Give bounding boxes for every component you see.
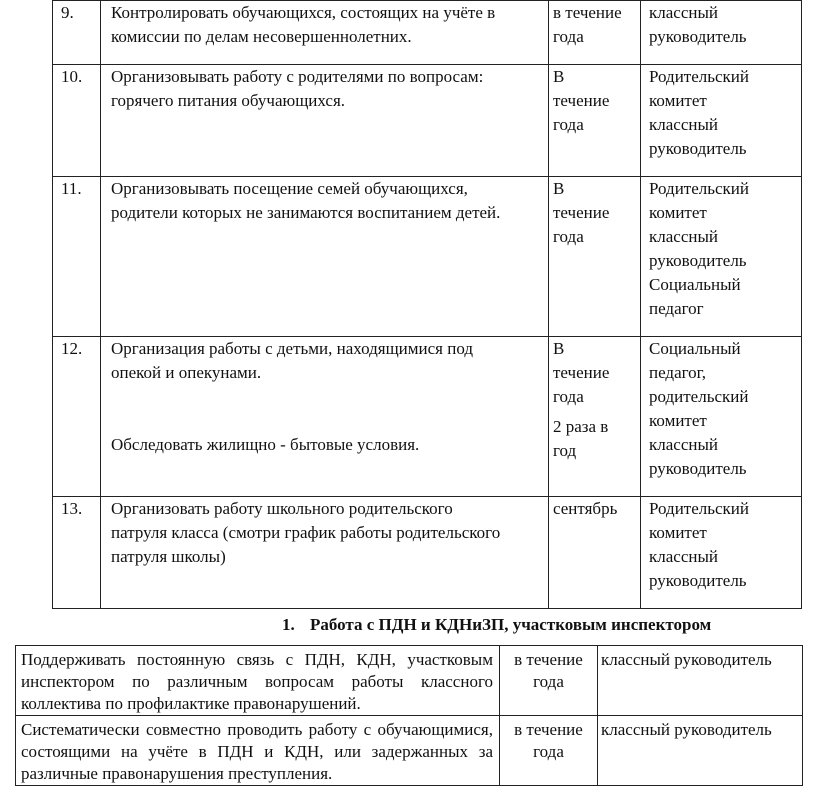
responsible-cell: классный руководитель xyxy=(598,716,803,786)
responsible-line: педагог xyxy=(649,299,704,318)
table-row xyxy=(53,497,802,609)
task-cell xyxy=(101,177,549,337)
period-line: года xyxy=(553,387,584,406)
table-row xyxy=(53,65,802,177)
responsible-line: руководитель xyxy=(649,27,747,46)
task-line: горячего питания обучающихся. xyxy=(111,91,346,110)
row-number: 13. xyxy=(53,497,101,609)
period-cell xyxy=(549,65,641,177)
responsible-line: руководитель xyxy=(649,251,747,270)
responsible-line: родительский xyxy=(649,387,749,406)
period-line: года xyxy=(553,27,584,46)
responsible-line: классный xyxy=(649,115,718,134)
task-cell: Систематически совместно проводить работу с обучающимися, состоящими на учёте в ПДН и КДН, или задержанных за различные правонарушения преступления. xyxy=(16,716,500,786)
period-cell: в течение года xyxy=(500,646,598,716)
responsible-line: руководитель xyxy=(649,459,747,478)
task-line: патруля школы) xyxy=(111,547,226,566)
period-line: течение xyxy=(553,363,610,382)
period-line: сентябрь xyxy=(553,499,618,518)
period-extra-line: 2 раза в xyxy=(553,417,609,436)
task-line: Контролировать обучающихся, состоящих на учёте в xyxy=(111,3,496,22)
period-line: течение xyxy=(553,203,610,222)
row-number: 12. xyxy=(53,337,101,497)
responsible-line: Социальный xyxy=(649,275,741,294)
row-number: 11. xyxy=(53,177,101,337)
period-line: В xyxy=(553,179,565,198)
responsible-line: комитет xyxy=(649,411,707,430)
responsible-line: комитет xyxy=(649,203,707,222)
period-line: В xyxy=(553,339,565,358)
responsible-line: классный xyxy=(649,3,718,22)
task-line: патруля класса (смотри график работы родительского xyxy=(111,523,501,542)
responsible-line: Родительский xyxy=(649,499,749,518)
table-row xyxy=(53,177,802,337)
task-line: опекой и опекунами. xyxy=(111,363,262,382)
spacer xyxy=(111,385,542,433)
section-number: 1. xyxy=(282,615,295,634)
responsible-line: Родительский xyxy=(649,179,749,198)
task-cell: Поддерживать постоянную связь с ПДН, КДН, участковым инспектором по различным вопросам работы классного коллектива по профилактике правонарушений. xyxy=(16,646,500,716)
responsible-line: классный xyxy=(649,227,718,246)
task-line: комиссии по делам несовершеннолетних. xyxy=(111,27,412,46)
responsible-cell xyxy=(641,177,802,337)
period-cell xyxy=(549,497,641,609)
responsible-cell xyxy=(641,1,802,65)
task-line: Организация работы с детьми, находящимися под xyxy=(111,339,474,358)
responsible-line: Родительский xyxy=(649,67,749,86)
section-title: Работа с ПДН и КДНиЗП, участковым инспектором xyxy=(310,615,712,634)
period-line: года xyxy=(553,115,584,134)
row-number: 10. xyxy=(53,65,101,177)
table-row xyxy=(16,716,803,786)
responsible-line: классный xyxy=(649,547,718,566)
task-cell xyxy=(101,1,549,65)
responsible-cell xyxy=(641,65,802,177)
task-extra-line: Обследовать жилищно - бытовые условия. xyxy=(111,435,420,454)
period-cell xyxy=(549,177,641,337)
table-row xyxy=(53,1,802,65)
responsible-line: руководитель xyxy=(649,571,747,590)
period-line: течение xyxy=(553,91,610,110)
task-line: Организовывать посещение семей обучающихся, xyxy=(111,179,468,198)
period-line: в течение xyxy=(553,3,622,22)
period-extra-line: год xyxy=(553,441,577,460)
task-line: родители которых не занимаются воспитанием детей. xyxy=(111,203,501,222)
responsible-line: педагог, xyxy=(649,363,706,382)
responsible-cell xyxy=(641,337,802,497)
task-cell xyxy=(101,337,549,497)
plan-table xyxy=(52,0,802,609)
task-line: Организовывать работу с родителями по вопросам: xyxy=(111,67,484,86)
table-row xyxy=(53,337,802,497)
task-cell xyxy=(101,65,549,177)
task-line: Организовать работу школьного родительского xyxy=(111,499,453,518)
period-line: года xyxy=(553,227,584,246)
period-cell: в течение года xyxy=(500,716,598,786)
period-cell xyxy=(549,1,641,65)
row-number: 9. xyxy=(53,1,101,65)
pdn-table xyxy=(15,645,803,786)
responsible-line: комитет xyxy=(649,91,707,110)
period-cell xyxy=(549,337,641,497)
task-cell xyxy=(101,497,549,609)
responsible-line: Социальный xyxy=(649,339,741,358)
table-row xyxy=(16,646,803,716)
responsible-line: руководитель xyxy=(649,139,747,158)
responsible-line: комитет xyxy=(649,523,707,542)
responsible-cell: классный руководитель xyxy=(598,646,803,716)
section-heading xyxy=(282,615,711,635)
responsible-cell xyxy=(641,497,802,609)
period-line: В xyxy=(553,67,565,86)
responsible-line: классный xyxy=(649,435,718,454)
